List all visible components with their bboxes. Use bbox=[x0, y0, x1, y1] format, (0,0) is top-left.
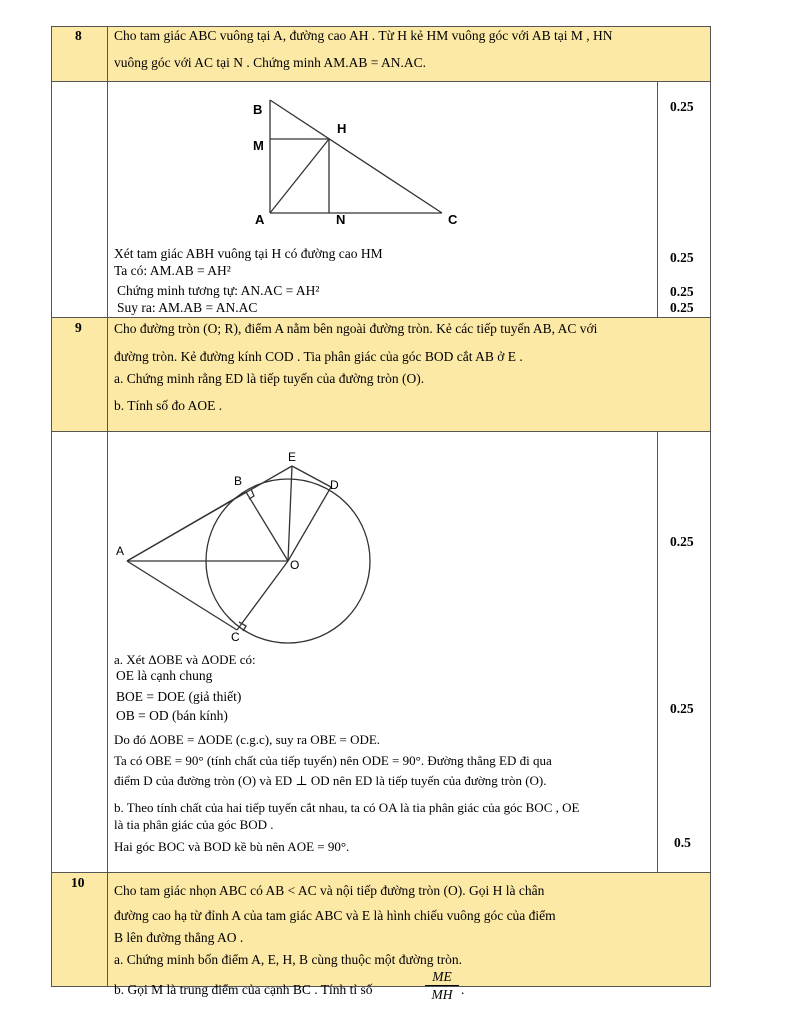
q10-fraction bbox=[425, 968, 459, 1003]
q8-triangle-figure bbox=[240, 92, 470, 232]
label-M: M bbox=[253, 138, 264, 153]
label-C: C bbox=[231, 630, 240, 644]
q9-text-line2: đường tròn. Kẻ đường kính COD . Tia phân giác của góc BOD cắt AB ở E . bbox=[114, 349, 523, 364]
q10-text-line1: Cho tam giác nhọn ABC có AB < AC và nội tiếp đường tròn (O). Gọi H là chân bbox=[114, 883, 545, 898]
q9-points-1: 0.25 bbox=[670, 534, 694, 549]
q9-solution-9: là tia phân giác của góc BOD . bbox=[114, 817, 274, 832]
q8-points-1: 0.25 bbox=[670, 99, 694, 114]
q9-tangent-figure bbox=[110, 445, 380, 650]
label-H: H bbox=[337, 121, 347, 136]
col-divider bbox=[657, 431, 658, 872]
label-B: B bbox=[253, 102, 263, 117]
label-B: B bbox=[234, 474, 243, 488]
q8-text-line1: Cho tam giác ABC vuông tại A, đường cao AH . Từ H kẻ HM vuông góc với AB tại M , HN bbox=[114, 28, 613, 43]
q9-text-line1: Cho đường tròn (O; R), điểm A nằm bên ngoài đường tròn. Kẻ các tiếp tuyến AB, AC với bbox=[114, 321, 598, 336]
q8-points-4: 0.25 bbox=[670, 300, 694, 315]
q9-solution-1: a. Xét ΔOBE và ΔODE có: bbox=[114, 652, 256, 667]
q10-text-line5: b. Gọi M là trung điểm của cạnh BC . Tính tỉ số bbox=[114, 982, 373, 997]
col-divider bbox=[107, 26, 108, 987]
row-divider bbox=[51, 317, 711, 318]
q9-solution-6: Ta có OBE = 90° (tính chất của tiếp tuyến) nên ODE = 90°. Đường thẳng ED đi qua bbox=[114, 753, 552, 768]
label-C: C bbox=[448, 212, 458, 227]
q9-solution-2: OE là cạnh chung bbox=[116, 668, 213, 683]
q9-points-2: 0.25 bbox=[670, 701, 694, 716]
label-E: E bbox=[288, 450, 297, 464]
label-D: D bbox=[330, 478, 339, 492]
q8-points-2: 0.25 bbox=[670, 250, 694, 265]
q8-solution-3: Chứng minh tương tự: AN.AC = AH² bbox=[117, 283, 320, 298]
q10-text-line4: a. Chứng minh bốn điểm A, E, H, B cùng thuộc một đường tròn. bbox=[114, 952, 463, 967]
label-A: A bbox=[255, 212, 265, 227]
fraction-denominator: MH bbox=[431, 987, 453, 1002]
q8-solution-2: Ta có: AM.AB = AH² bbox=[114, 263, 231, 278]
q9-solution-5: Do đó ΔOBE = ΔODE (c.g.c), suy ra OBE = ODE. bbox=[114, 732, 381, 747]
q9-text-line4: b. Tính số đo AOE . bbox=[114, 398, 223, 413]
fraction-numerator: ME bbox=[425, 968, 459, 986]
q9-solution-3: BOE = DOE (giả thiết) bbox=[116, 689, 242, 704]
q8-points-3: 0.25 bbox=[670, 284, 694, 299]
q10-period: . bbox=[461, 982, 465, 997]
label-N: N bbox=[336, 212, 346, 227]
q9-solution-8: b. Theo tính chất của hai tiếp tuyến cắt nhau, ta có OA là tia phân giác của góc BOC , OE bbox=[114, 800, 580, 815]
q8-number: 8 bbox=[75, 28, 82, 43]
q9-solution-10: Hai góc BOC và BOD kề bù nên AOE = 90°. bbox=[114, 839, 350, 854]
label-O: O bbox=[290, 558, 300, 572]
row-divider bbox=[51, 872, 711, 873]
q10-text-line3: B lên đường thẳng AO . bbox=[114, 930, 244, 945]
q8-solution-4: Suy ra: AM.AB = AN.AC bbox=[117, 300, 258, 315]
q9-number: 9 bbox=[75, 320, 82, 335]
q9-solution-4: OB = OD (bán kính) bbox=[116, 708, 228, 723]
label-A: A bbox=[116, 544, 125, 558]
q9-points-3: 0.5 bbox=[674, 835, 691, 850]
col-divider bbox=[657, 81, 658, 317]
q8-solution-1: Xét tam giác ABH vuông tại H có đường cao HM bbox=[114, 246, 383, 261]
row-divider bbox=[51, 81, 711, 82]
row-divider bbox=[51, 431, 711, 432]
q10-number: 10 bbox=[71, 875, 85, 890]
q10-text-line2: đường cao hạ từ đỉnh A của tam giác ABC và E là hình chiếu vuông góc của điểm bbox=[114, 908, 556, 923]
q8-text-line2: vuông góc với AC tại N . Chứng minh AM.AB = AN.AC. bbox=[114, 55, 426, 70]
q9-solution-7: điểm D của đường tròn (O) và ED ⊥ OD nên ED là tiếp tuyến của đường tròn (O). bbox=[114, 773, 547, 788]
q9-text-line3: a. Chứng minh rằng ED là tiếp tuyến của đường tròn (O). bbox=[114, 371, 425, 386]
